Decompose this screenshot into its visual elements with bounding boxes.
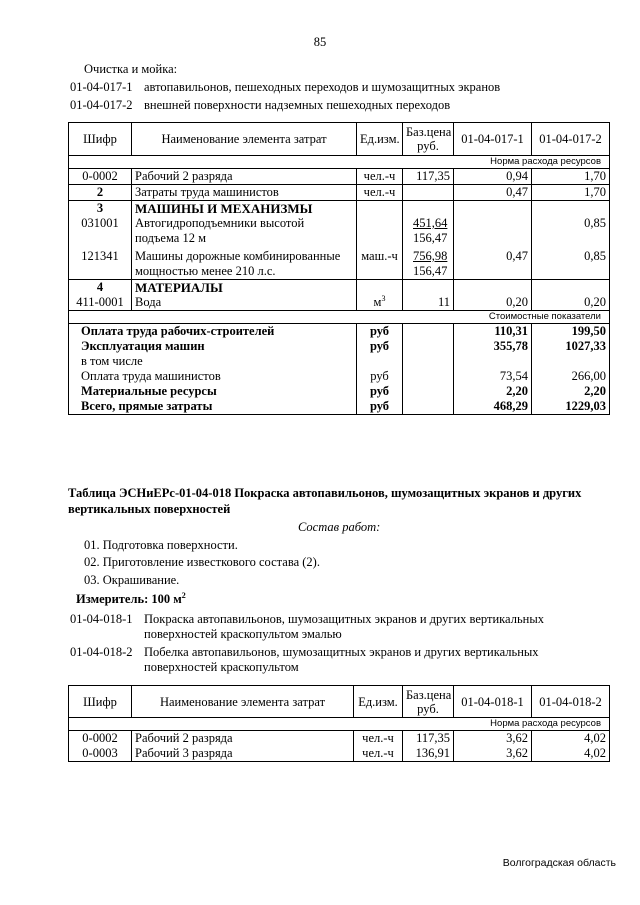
work-composition-title: Состав работ: xyxy=(298,520,381,534)
measure-unit: Измеритель: 100 $м^2$ xyxy=(76,590,186,606)
section-title: Очистка и мойка: xyxy=(84,62,178,76)
table-row: 3 МАШИНЫ И МЕХАНИЗМЫ xyxy=(69,201,610,217)
summary-row: Оплата труда рабочих-строителей руб 110,31 199,50 xyxy=(69,324,610,340)
work-item-text: Побелка автопавильонов, шумозащитных экранов и других вертикальных xyxy=(144,645,539,659)
page-number: 85 xyxy=(313,35,327,49)
header-name: Наименование элемента затрат xyxy=(132,123,357,156)
work-step: 03. Окрашивание. xyxy=(84,573,180,587)
work-item-text: поверхностей краскопультом эмалью xyxy=(144,627,342,641)
summary-row: Эксплуатация машин руб 355,78 1027,33 xyxy=(69,339,610,354)
header-col2: 01-04-018-2 xyxy=(532,686,610,718)
resource-table-2 xyxy=(68,685,610,762)
table-row: 0-0003 Рабочий 3 разряда чел.-ч 136,91 3,62 4,02 xyxy=(69,746,610,762)
header-code: Шифр xyxy=(69,686,132,718)
work-item-code: 01-04-017-1 xyxy=(70,80,133,94)
header-unit: Ед.изм. xyxy=(357,123,403,156)
table-row: 4 МАТЕРИАЛЫ xyxy=(69,280,610,296)
header-code: Шифр xyxy=(69,123,132,156)
resource-table-1 xyxy=(68,122,610,415)
header-col1: 01-04-017-1 xyxy=(454,123,532,156)
header-col2: 01-04-017-2 xyxy=(532,123,610,156)
summary-row: Всего, прямые затраты руб 468,29 1229,03 xyxy=(69,399,610,415)
table-row: 0-0002 Рабочий 2 разряда чел.-ч 117,35 3,62 4,02 xyxy=(69,731,610,747)
work-step: 01. Подготовка поверхности. xyxy=(84,538,238,552)
header-price: Баз.цена руб. xyxy=(403,123,454,156)
work-item-text: поверхностей краскопультом xyxy=(144,660,299,674)
header-unit: Ед.изм. xyxy=(354,686,403,718)
header-col1: 01-04-018-1 xyxy=(454,686,532,718)
table-caption: Таблица ЭСНиЕРс-01-04-018 Покраска автопавильонов, шумозащитных экранов и других xyxy=(68,486,582,500)
table-row: 0-0002 Рабочий 2 разряда чел.-ч 117,35 0,94 1,70 xyxy=(69,169,610,185)
band-norm: Норма расхода ресурсов xyxy=(69,156,610,169)
work-item-code: 01-04-018-2 xyxy=(70,645,133,659)
header-price: Баз.цена руб. xyxy=(403,686,454,718)
summary-row: в том числе xyxy=(69,354,610,369)
summary-row: Материальные ресурсы руб 2,20 2,20 xyxy=(69,384,610,399)
work-item-text: внешней поверхности надземных пешеходных переходов xyxy=(144,98,451,112)
table-row: 2 Затраты труда машинистов чел.-ч 0,47 1,70 xyxy=(69,185,610,201)
band-norm: Норма расхода ресурсов xyxy=(69,718,610,731)
table-caption-cont: вертикальных поверхностей xyxy=(68,502,231,516)
work-step: 02. Приготовление известкового состава (2). xyxy=(84,555,320,569)
footer-region: Волгоградская область xyxy=(502,857,616,869)
work-item-text: автопавильонов, пешеходных переходов и шумозащитных экранов xyxy=(144,80,501,94)
work-item-code: 01-04-017-2 xyxy=(70,98,133,112)
work-item-text: Покраска автопавильонов, шумозащитных экранов и других вертикальных xyxy=(144,612,544,626)
table-row: 411-0001 Вода $м^3$ 11 0,20 0,20 xyxy=(69,295,610,311)
band-cost: Стоимостные показатели xyxy=(69,311,610,324)
header-name: Наименование элемента затрат xyxy=(132,686,354,718)
work-item-code: 01-04-018-1 xyxy=(70,612,133,626)
table-row: 121341 Машины дорожные комбинированные мощностью менее 210 л.с. маш.-ч 756,98 156,47 0,47 0,85 xyxy=(69,246,610,280)
table-row: 031001 Автогидроподъемники высотой подъема 12 м 451,64 156,47 0,85 xyxy=(69,216,610,246)
summary-row: Оплата труда машинистов руб 73,54 266,00 xyxy=(69,369,610,384)
